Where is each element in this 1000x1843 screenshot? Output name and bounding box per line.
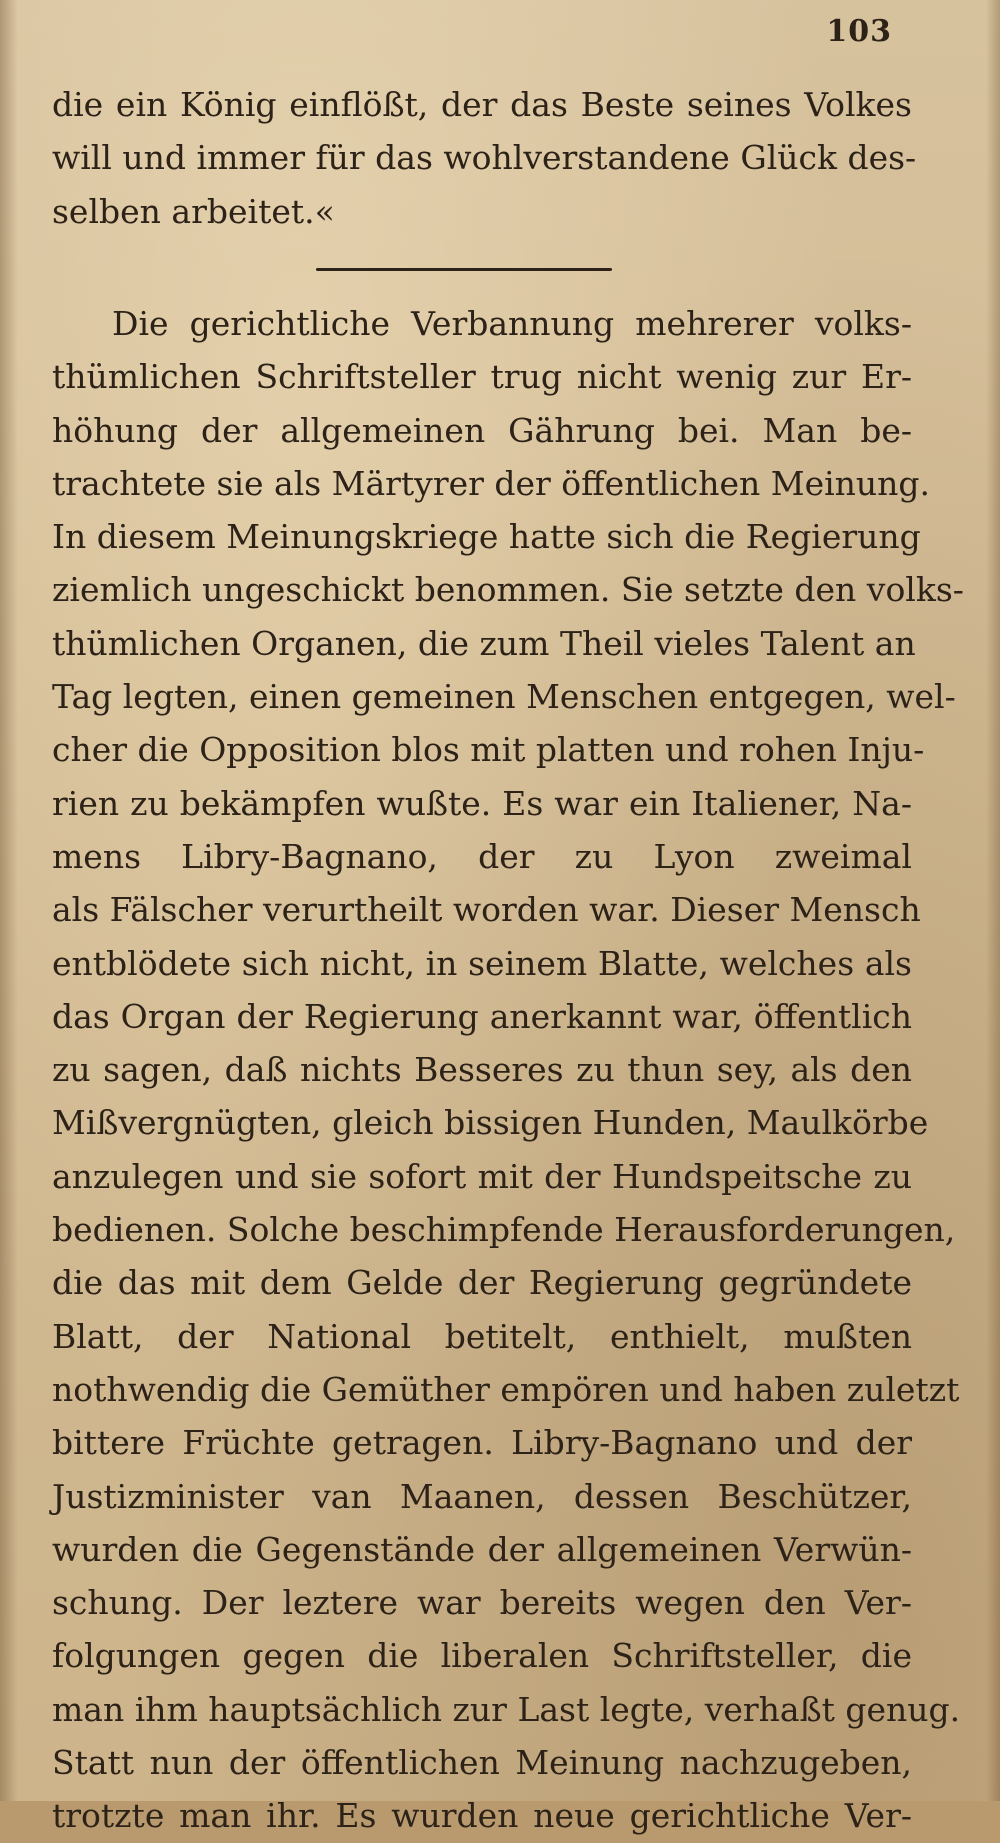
text-line: Die gerichtliche Verbannung mehrerer volks- [112, 304, 912, 343]
text-line: bedienen. Solche beschimpfende Herausforderungen, [52, 1210, 956, 1250]
text-line: wurden die Gegenstände der allgemeinen Verwün- [52, 1529, 912, 1569]
text-line: Statt nun der öffentlichen Meinung nachzugeben, [52, 1743, 912, 1783]
text-line: höhung der allgemeinen Gährung bei. Man be- [52, 410, 912, 450]
text-line: die ein König einflößt, der das Beste seines Volkes [52, 85, 912, 124]
main-paragraph [52, 297, 964, 1843]
text-line: als Fälscher verurtheilt worden war. Dieser Mensch [52, 890, 921, 930]
text-line: will und immer für das wohlverstandene Glück des- [52, 138, 917, 178]
text-line: rien zu bekämpfen wußte. Es war ein Italiener, Na- [52, 783, 912, 823]
text-line: cher die Opposition blos mit platten und rohen Inju- [52, 730, 925, 770]
text-line: selben arbeitet.« [52, 191, 335, 231]
text-line: trotzte man ihr. Es wurden neue gerichtliche Ver- [52, 1796, 912, 1836]
page-number: 103 [826, 14, 892, 49]
text-line: schung. Der leztere war bereits wegen den Ver- [52, 1583, 912, 1623]
text-line: bittere Früchte getragen. Libry-Bagnano und der [52, 1423, 912, 1463]
text-line: die das mit dem Gelde der Regierung gegründete [52, 1263, 912, 1303]
text-line: Tag legten, einen gemeinen Menschen entgegen, wel- [52, 677, 956, 717]
text-line: thümlichen Organen, die zum Theil vieles Talent an [52, 623, 916, 663]
text-line: das Organ der Regierung anerkannt war, öffentlich [52, 996, 912, 1036]
text-line: anzulegen und sie sofort mit der Hundspeitsche zu [52, 1156, 912, 1196]
text-line: nothwendig die Gemüther empören und haben zuletzt [52, 1369, 960, 1409]
top-paragraph [52, 78, 917, 238]
text-line: Blatt, der National betitelt, enthielt, mußten [52, 1316, 912, 1356]
text-line: thümlichen Schriftsteller trug nicht wenig zur Er- [52, 357, 912, 397]
text-line: trachtete sie als Märtyrer der öffentlichen Meinung. [52, 463, 931, 503]
text-line: mens Libry-Bagnano, der zu Lyon zweimal [52, 836, 912, 876]
text-line: In diesem Meinungskriege hatte sich die Regierung [52, 517, 921, 557]
text-line: man ihm hauptsächlich zur Last legte, verhaßt genug. [52, 1689, 961, 1729]
text-line: Justizminister van Maanen, dessen Beschützer, [52, 1476, 912, 1516]
text-line: zu sagen, daß nichts Besseres zu thun sey, als den [52, 1050, 912, 1090]
section-divider [316, 268, 612, 271]
text-line: Mißvergnügten, gleich bissigen Hunden, Maulkörbe [52, 1103, 929, 1143]
text-line: entblödete sich nicht, in seinem Blatte, welches als [52, 943, 912, 983]
text-line: ziemlich ungeschickt benommen. Sie setzte den volks- [52, 570, 964, 610]
text-line: folgungen gegen die liberalen Schriftsteller, die [52, 1636, 912, 1676]
